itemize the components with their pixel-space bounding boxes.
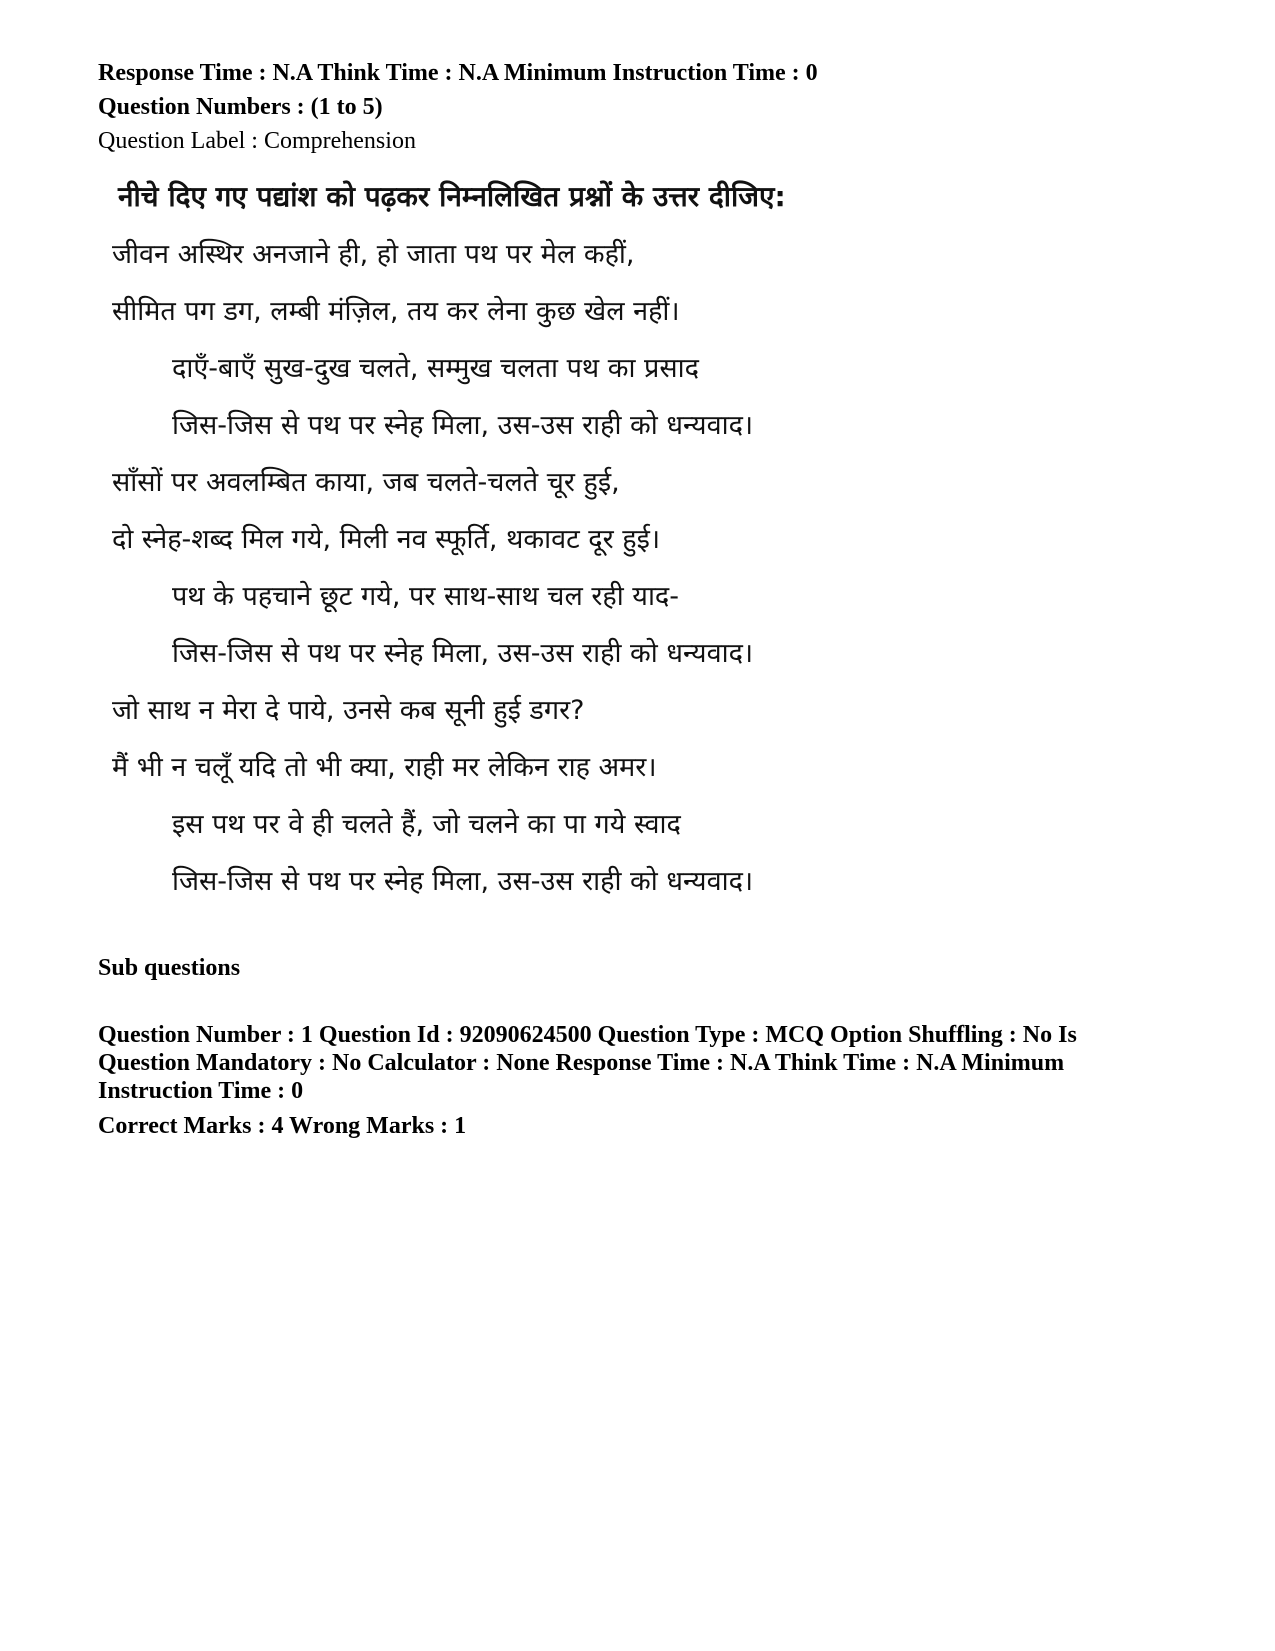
question-numbers: Question Numbers : (1 to 5) [98,94,383,120]
passage-line: जिस-जिस से पथ पर स्नेह मिला, उस-उस राही को धन्यवाद। [172,638,754,669]
passage-line: मैं भी न चलूँ यदि तो भी क्या, राही मर लेकिन राह अमर। [112,752,657,783]
marks-line: Correct Marks : 4 Wrong Marks : 1 [98,1113,467,1139]
passage-line: साँसों पर अवलम्बित काया, जब चलते-चलते चूर हुई, [112,467,620,498]
sub-questions-heading: Sub questions [98,955,241,981]
question-label: Question Label : Comprehension [98,128,416,154]
passage-line: जिस-जिस से पथ पर स्नेह मिला, उस-उस राही को धन्यवाद। [172,866,754,897]
passage-line: दाएँ-बाएँ सुख-दुख चलते, सम्मुख चलता पथ का प्रसाद [172,353,700,384]
passage-line: जीवन अस्थिर अनजाने ही, हो जाता पथ पर मेल कहीं, [112,239,635,270]
passage-line: दो स्नेह-शब्द मिल गये, मिली नव स्फूर्ति, थकावट दूर हुई। [112,524,661,555]
passage-line: जो साथ न मेरा दे पाये, उनसे कब सूनी हुई डगर? [112,695,585,726]
passage-line: सीमित पग डग, लम्बी मंज़िल, तय कर लेना कुछ खेल नहीं। [112,296,680,327]
passage-line: पथ के पहचाने छूट गये, पर साथ-साथ चल रही याद- [172,581,680,612]
timing-line: Response Time : N.A Think Time : N.A Minimum Instruction Time : 0 [98,60,818,86]
passage-line: इस पथ पर वे ही चलते हैं, जो चलने का पा गये स्वाद [172,809,681,840]
passage-line: जिस-जिस से पथ पर स्नेह मिला, उस-उस राही को धन्यवाद। [172,410,754,441]
question-meta: Question Number : 1 Question Id : 92090624500 Question Type : MCQ Option Shuffling : No Is Question Mandatory : No Calculator : None Response Time : N.A Think Time : N.A Minimum Instruction Time : 0 [98,1022,1077,1104]
passage-instruction: नीचे दिए गए पद्यांश को पढ़कर निम्नलिखित प्रश्नों के उत्तर दीजिए: [118,180,786,213]
